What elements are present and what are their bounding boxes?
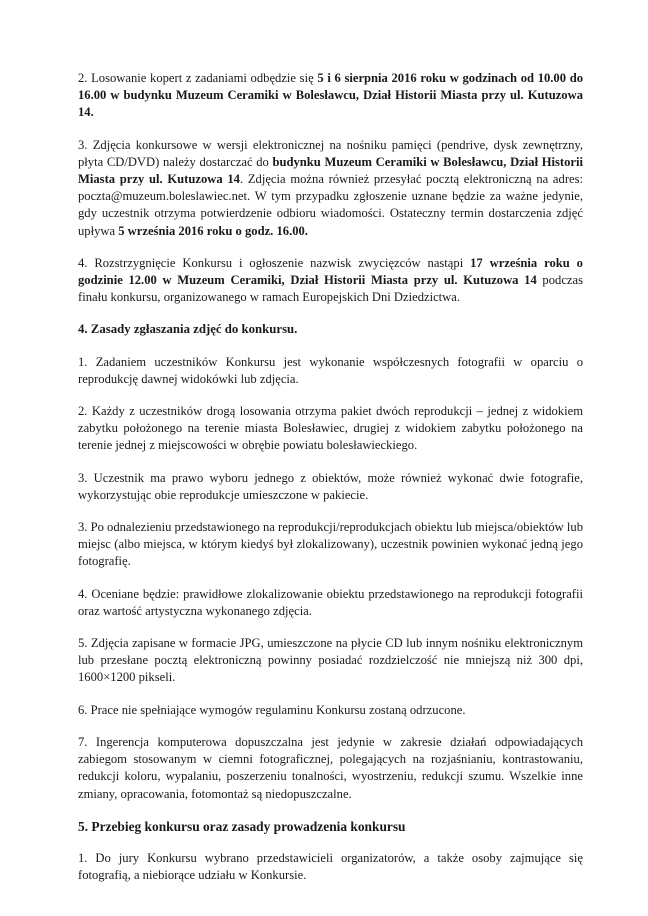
paragraph-results (78, 255, 583, 307)
paragraph-bold-text: budynku Muzeum Ceramiki w Bolesławcu, Dział Historii Miasta przy ul. Kutuzowa 14 (78, 154, 583, 187)
paragraph-text: . Zdjęcia można również przesyłać pocztą elektroniczną na adres: poczta@muzeum.boleslawiec.net. W tym przypadku zgłoszenie uznane będzie za ważne jedynie, gdy uczestnik otrzyma potwierdzenie odbioru wiadomości. Ostateczny termin dostarczenia zdjęć upływa (78, 172, 584, 238)
document-page (78, 70, 583, 899)
paragraph-text: podczas finału konkursu, organizowanego w ramach Europejskich Dni Dziedzictwa. (78, 273, 583, 305)
list-item: 2. Każdy z uczestników drogą losowania otrzyma pakiet dwóch reprodukcji – jednej z widokiem zabytku położonego na terenie miasta Bolesławiec, drugiej z widokiem zabytku położonego na terenie jednej z miejscowości w obrębie powiatu bolesławieckiego. (78, 404, 583, 453)
paragraph-draw-date (78, 70, 583, 122)
paragraph-bold-text: 5 i 6 sierpnia 2016 roku w godzinach od 10.00 do 16.00 w budynku Muzeum Ceramiki w Bolesławcu, Dział Historii Miasta przy ul. Kutuzowa 14. (78, 71, 583, 120)
paragraph-text: 3. Zdjęcia konkursowe w wersji elektronicznej na nośniku pamięci (pendrive, dysk zewnętrzny, płyta CD/DVD) należy dostarczać do (78, 137, 583, 169)
list-item: 5. Zdjęcia zapisane w formacie JPG, umieszczone na płycie CD lub innym nośniku elektronicznym lub przesłane pocztą elektroniczną powinny posiadać rozdzielczość nie mniejszą niż 300 dpi, 1600×1200 pikseli. (78, 636, 583, 685)
list-item: 3. Uczestnik ma prawo wyboru jednego z obiektów, może również wykonać dwie fotografie, wykorzystując obie reprodukcje umieszczone w pakiecie. (78, 470, 583, 502)
list-item: 6. Prace nie spełniające wymogów regulaminu Konkursu zostaną odrzucone. (78, 702, 466, 717)
paragraph-text: 4. Rozstrzygnięcie Konkursu i ogłoszenie nazwisk zwycięzców nastąpi (78, 255, 471, 270)
list-item: 7. Ingerencja komputerowa dopuszczalna jest jedynie w zakresie działań odpowiadających zabiegom stosowanym w ciemni fotograficznej, polegających na rozjaśnianiu, kontrastowaniu, redukcji koloru, wypalaniu, poszerzeniu tonalności, wyostrzeniu, redukcji szumu. Wszelkie inne zmiany, opracowania, fotomontaż są niedopuszczalne. (78, 734, 583, 801)
paragraph-bold-text: 5 września 2016 roku o godz. 16.00. (118, 223, 308, 238)
section-heading-5: 5. Przebieg konkursu oraz zasady prowadzenia konkursu (78, 818, 406, 834)
list-item: 3. Po odnalezieniu przedstawionego na reprodukcji/reprodukcjach obiektu lub miejsca/obiektów lub miejsc (albo miejsca, w którym kiedyś był zlokalizowany), uczestnik powinien wykonać jedną jego fotografię. (78, 520, 584, 569)
paragraph-photo-delivery (78, 137, 583, 240)
paragraph-bold-text: 17 września roku o godzinie 12.00 w Muzeum Ceramiki, Dział Historii Miasta przy ul. Kutuzowa 14 (78, 255, 583, 288)
section-heading-4: 4. Zasady zgłaszania zdjęć do konkursu. (78, 322, 298, 337)
paragraph-text: 2. Losowanie kopert z zadaniami odbędzie się (78, 71, 318, 85)
list-item: 1. Do jury Konkursu wybrano przedstawicieli organizatorów, a także osoby zajmujące się fotografią, a niebiorące udziału w Konkursie. (78, 850, 583, 883)
list-item: 4. Oceniane będzie: prawidłowe zlokalizowanie obiektu przedstawionego na reprodukcji fotografii oraz wartość artystyczna wykonanego zdjęcia. (78, 586, 583, 618)
list-item: 1. Zadaniem uczestników Konkursu jest wykonanie współczesnych fotografii w oparciu o reprodukcję dawnej widokówki lub zdjęcia. (78, 354, 583, 386)
